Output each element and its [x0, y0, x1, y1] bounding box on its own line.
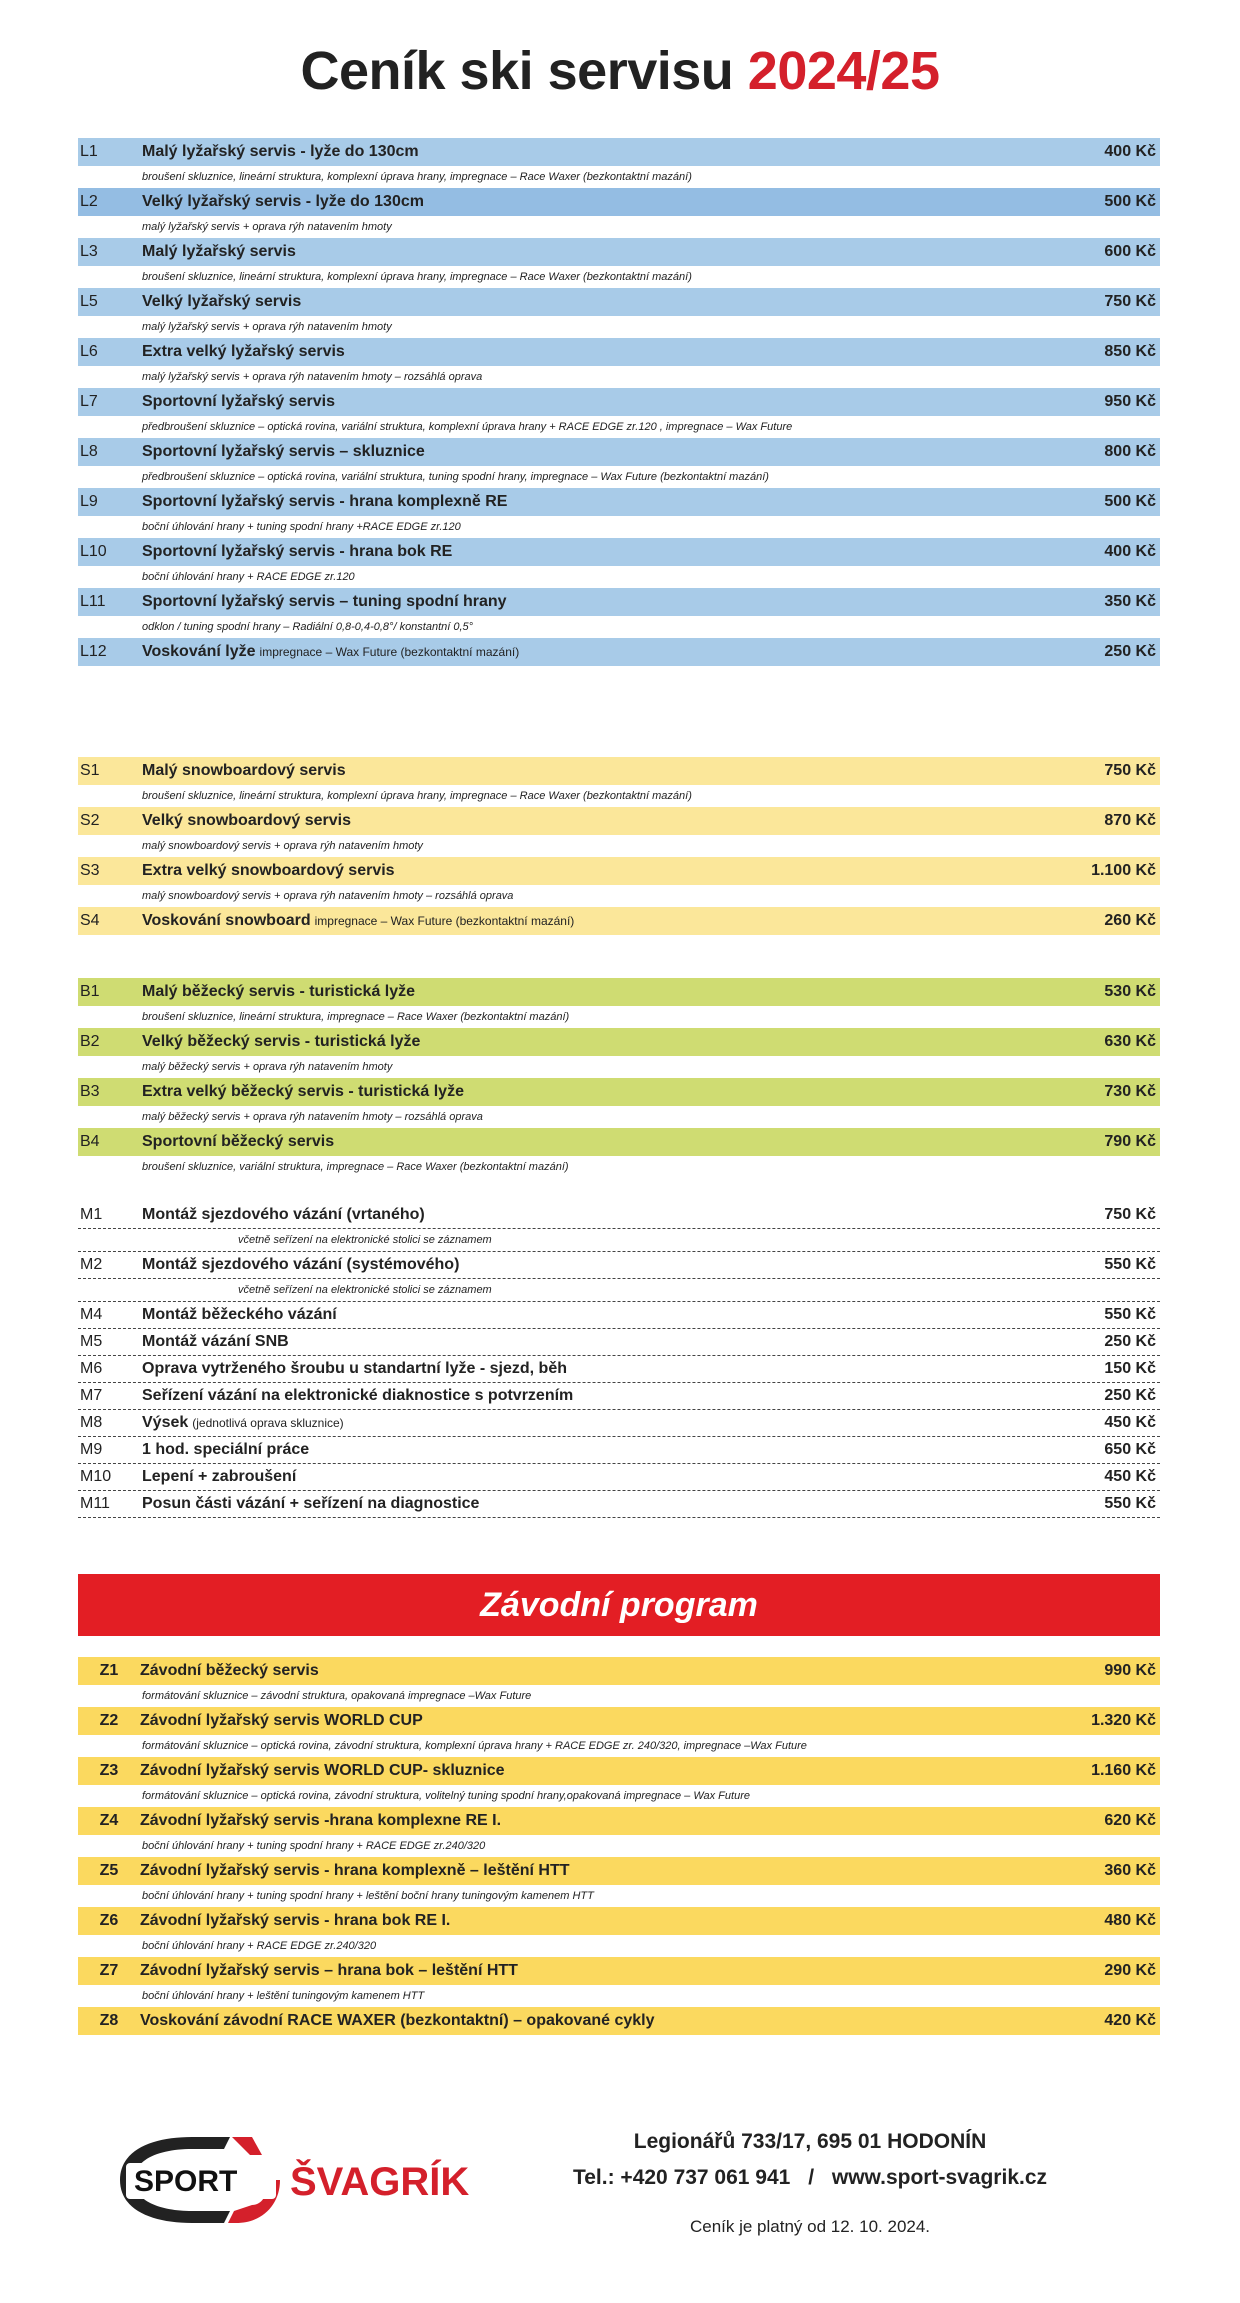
service-name	[142, 493, 1046, 511]
service-description: broušení skluznice, lineární struktura, komplexní úprava hrany, impregnace – Race Waxer (bezkontaktní mazání)	[142, 171, 692, 183]
phone: Tel.: +420 737 061 941	[572, 2166, 791, 2189]
service-description: boční úhlování hrany + leštění tuningovým kamenem HTT	[142, 1990, 425, 2002]
price-row	[78, 1857, 1160, 1885]
price-row	[78, 1807, 1160, 1835]
service-description: broušení skluznice, lineární struktura, komplexní úprava hrany, impregnace – Race Waxer (bezkontaktní mazání)	[142, 790, 692, 802]
service-code: M6	[80, 1360, 103, 1377]
price-row	[78, 1957, 1160, 1985]
service-description: boční úhlování hrany + tuning spodní hrany + leštění boční hrany tuningovým kamenem HTT	[142, 1890, 594, 1902]
title-year: 2024/25	[747, 41, 940, 101]
price-row	[78, 1491, 1160, 1518]
price-row	[78, 638, 1160, 666]
service-code: L11	[80, 593, 106, 610]
service-code: Z4	[99, 1812, 119, 1829]
service-name	[142, 543, 1046, 561]
service-description: malý běžecký servis + oprava rýh natavením hmoty	[142, 1061, 393, 1073]
page-title	[0, 40, 1240, 102]
service-code: Z8	[99, 2012, 119, 2029]
service-price: 290 Kč	[1104, 1962, 1156, 1979]
service-description: broušení skluznice, variální struktura, impregnace – Race Waxer (bezkontaktní mazání)	[142, 1161, 569, 1173]
service-name-text: Závodní lyžařský servis WORLD CUP- skluznice	[140, 1762, 505, 1779]
service-description: malý lyžařský servis + oprava rýh natavením hmoty – rozsáhlá oprava	[142, 371, 483, 383]
service-name-text: Malý snowboardový servis	[142, 762, 346, 779]
service-name	[140, 1912, 1046, 1930]
service-price: 1.100 Kč	[1091, 862, 1156, 879]
service-name-text: Malý lyžařský servis	[142, 243, 296, 260]
service-price: 870 Kč	[1104, 812, 1156, 829]
service-description: malý snowboardový servis + oprava rýh natavením hmoty – rozsáhlá oprava	[142, 890, 514, 902]
service-price: 550 Kč	[1104, 1306, 1156, 1323]
service-code: B2	[80, 1033, 100, 1050]
price-row	[78, 238, 1160, 266]
service-inline-note: (jednotlivá oprava skluznice)	[192, 1416, 344, 1430]
service-name-text: Závodní lyžařský servis - hrana bok RE I.	[140, 1912, 451, 1929]
service-description: broušení skluznice, lineární struktura, komplexní úprava hrany, impregnace – Race Waxer (bezkontaktní mazání)	[142, 271, 692, 283]
service-name-text: Extra velký snowboardový servis	[142, 862, 395, 879]
service-price: 360 Kč	[1104, 1862, 1156, 1879]
service-name-text: Sportovní lyžařský servis - hrana bok RE	[142, 543, 453, 560]
service-name	[142, 1206, 1046, 1224]
service-description: předbroušení skluznice – optická rovina, variální struktura, tuning spodní hrany, impregnace – Wax Future (bezkontaktní mazání)	[142, 471, 769, 483]
logo-svagrik-text: ŠVAGRÍK	[290, 2160, 470, 2204]
service-description: formátování skluznice – závodní struktura, opakovaná impregnace –Wax Future	[142, 1690, 532, 1702]
price-row	[78, 1078, 1160, 1106]
service-code: S1	[80, 762, 100, 779]
service-price: 950 Kč	[1104, 393, 1156, 410]
service-description: malý lyžařský servis + oprava rýh natavením hmoty	[142, 221, 392, 233]
price-row	[78, 1437, 1160, 1464]
service-name-text: Sportovní lyžařský servis	[142, 393, 335, 410]
service-code: L5	[80, 293, 98, 310]
service-name-text: Montáž sjezdového vázání (vrtaného)	[142, 1206, 425, 1223]
phone-web-line	[545, 2166, 1075, 2190]
service-description: odklon / tuning spodní hrany – Radiální 0,8-0,4-0,8°/ konstantní 0,5°	[142, 621, 474, 633]
price-row	[78, 138, 1160, 166]
service-name	[140, 1862, 1046, 1880]
service-name	[142, 862, 1046, 880]
service-name-text: Montáž sjezdového vázání (systémového)	[142, 1256, 460, 1273]
service-code: L8	[80, 443, 98, 460]
race-service-section	[78, 1657, 1160, 2035]
service-price: 1.320 Kč	[1091, 1712, 1156, 1729]
service-name-text: Extra velký lyžařský servis	[142, 343, 345, 360]
price-row	[78, 907, 1160, 935]
service-name-text: Montáž běžeckého vázání	[142, 1306, 337, 1323]
service-name	[142, 1033, 1046, 1051]
service-code: M7	[80, 1387, 103, 1404]
price-row	[78, 1128, 1160, 1156]
price-row	[78, 488, 1160, 516]
service-name	[142, 343, 1046, 361]
service-price: 750 Kč	[1104, 1206, 1156, 1223]
binding-service-section	[78, 1202, 1160, 1518]
service-price: 550 Kč	[1104, 1495, 1156, 1512]
logo-mark-icon	[112, 2125, 472, 2235]
service-name-text: Sportovní lyžařský servis - hrana komplexně RE	[142, 493, 508, 510]
service-code: L9	[80, 493, 98, 510]
service-code: M4	[80, 1306, 103, 1323]
service-name-text: Voskování snowboard	[142, 912, 311, 929]
price-row	[78, 538, 1160, 566]
service-name	[142, 762, 1046, 780]
service-price: 250 Kč	[1104, 643, 1156, 660]
service-price: 600 Kč	[1104, 243, 1156, 260]
service-name	[142, 812, 1046, 830]
service-name	[140, 2012, 1046, 2030]
service-code: Z2	[99, 1712, 119, 1729]
service-name	[140, 1712, 1046, 1730]
service-price: 450 Kč	[1104, 1468, 1156, 1485]
price-row	[78, 2007, 1160, 2035]
service-name-text: Velký běžecký servis - turistická lyže	[142, 1033, 421, 1050]
service-name-text: Voskování lyže	[142, 643, 256, 660]
service-name	[142, 1414, 1046, 1432]
service-price: 530 Kč	[1104, 983, 1156, 1000]
service-code: Z7	[99, 1962, 119, 1979]
service-name-text: Extra velký běžecký servis - turistická lyže	[142, 1083, 464, 1100]
service-name	[142, 1083, 1046, 1101]
service-description: boční úhlování hrany + tuning spodní hrany + RACE EDGE zr.240/320	[142, 1840, 486, 1852]
price-row	[78, 1410, 1160, 1437]
service-name-text: Voskování závodní RACE WAXER (bezkontaktní) – opakované cykly	[140, 2012, 655, 2029]
service-code: Z1	[99, 1662, 119, 1679]
service-name	[142, 143, 1046, 161]
service-code: L2	[80, 193, 98, 210]
service-price: 850 Kč	[1104, 343, 1156, 360]
service-description: broušení skluznice, lineární struktura, impregnace – Race Waxer (bezkontaktní mazání)	[142, 1011, 570, 1023]
price-row	[78, 1907, 1160, 1935]
service-name	[142, 243, 1046, 261]
service-name	[142, 1441, 1046, 1459]
website-link[interactable]: www.sport-svagrik.cz	[831, 2166, 1048, 2189]
service-code: S4	[80, 912, 100, 929]
service-name	[142, 193, 1046, 211]
separator: /	[808, 2166, 815, 2189]
price-row	[78, 438, 1160, 466]
service-name-text: Velký lyžařský servis	[142, 293, 302, 310]
service-description: boční úhlování hrany + tuning spodní hrany +RACE EDGE zr.120	[142, 521, 461, 533]
contact-block	[545, 2130, 1075, 2190]
service-price: 150 Kč	[1104, 1360, 1156, 1377]
title-main: Ceník ski servisu	[300, 41, 734, 101]
service-price: 250 Kč	[1104, 1333, 1156, 1350]
price-row	[78, 1329, 1160, 1356]
service-price: 790 Kč	[1104, 1133, 1156, 1150]
price-row	[78, 1707, 1160, 1735]
service-price: 500 Kč	[1104, 193, 1156, 210]
price-row	[78, 588, 1160, 616]
service-name-text: Seřízení vázání na elektronické diaknostice s potvrzením	[142, 1387, 574, 1404]
service-name-text: Sportovní běžecký servis	[142, 1133, 335, 1150]
race-program-banner: Závodní program	[78, 1574, 1160, 1636]
service-description: včetně seřízení na elektronické stolici se záznamem	[78, 1279, 1160, 1302]
service-description: předbroušení skluznice – optická rovina, variální struktura, komplexní úprava hrany + RACE EDGE zr.120 , impregnace – Wax Future	[142, 421, 793, 433]
service-name-text: Velký snowboardový servis	[142, 812, 351, 829]
cross-country-service-section	[78, 978, 1160, 1178]
service-code: M1	[80, 1206, 103, 1223]
service-description: boční úhlování hrany + RACE EDGE zr.120	[142, 571, 355, 583]
service-name	[140, 1662, 1046, 1680]
address: Legionářů 733/17, 695 01 HODONÍN	[633, 2130, 987, 2153]
price-row	[78, 857, 1160, 885]
service-price: 250 Kč	[1104, 1387, 1156, 1404]
service-price: 730 Kč	[1104, 1083, 1156, 1100]
service-name-text: Malý lyžařský servis - lyže do 130cm	[142, 143, 419, 160]
service-code: B1	[80, 983, 100, 1000]
service-price: 400 Kč	[1104, 543, 1156, 560]
price-row	[78, 807, 1160, 835]
service-code: B3	[80, 1083, 100, 1100]
service-price: 260 Kč	[1104, 912, 1156, 929]
service-name-text: Výsek	[142, 1414, 189, 1431]
service-name	[140, 1762, 1046, 1780]
service-description: včetně seřízení na elektronické stolici se záznamem	[78, 1229, 1160, 1252]
service-name	[142, 1495, 1046, 1513]
service-price: 650 Kč	[1104, 1441, 1156, 1458]
service-name-text: 1 hod. speciální práce	[142, 1441, 310, 1458]
service-price: 480 Kč	[1104, 1912, 1156, 1929]
service-name	[142, 643, 1046, 661]
service-name-text: Sportovní lyžařský servis – skluznice	[142, 443, 425, 460]
service-name	[142, 912, 1046, 930]
service-price: 800 Kč	[1104, 443, 1156, 460]
service-price: 630 Kč	[1104, 1033, 1156, 1050]
service-name	[142, 443, 1046, 461]
service-name-text: Montáž vázání SNB	[142, 1333, 289, 1350]
service-name-text: Závodní lyžařský servis -hrana komplexne RE I.	[140, 1812, 502, 1829]
service-code: L1	[80, 143, 98, 160]
price-row	[78, 1383, 1160, 1410]
service-code: L6	[80, 343, 98, 360]
price-row	[78, 757, 1160, 785]
price-row	[78, 1202, 1160, 1229]
service-code: B4	[80, 1133, 100, 1150]
service-name	[142, 1133, 1046, 1151]
service-code: Z6	[99, 1912, 119, 1929]
price-row	[78, 388, 1160, 416]
service-name	[142, 1387, 1046, 1405]
service-code: M11	[80, 1495, 110, 1512]
service-code: M5	[80, 1333, 103, 1350]
service-name-text: Závodní lyžařský servis WORLD CUP	[140, 1712, 423, 1729]
service-name-text: Oprava vytrženého šroubu u standartní lyže - sjezd, běh	[142, 1360, 567, 1377]
service-price: 550 Kč	[1104, 1256, 1156, 1273]
service-name	[142, 293, 1046, 311]
service-price: 450 Kč	[1104, 1414, 1156, 1431]
price-row	[78, 188, 1160, 216]
service-code: M9	[80, 1441, 103, 1458]
service-code: M8	[80, 1414, 103, 1431]
service-price: 500 Kč	[1104, 493, 1156, 510]
service-code: L7	[80, 393, 98, 410]
service-name-text: Závodní lyžařský servis – hrana bok – leštění HTT	[140, 1962, 518, 1979]
service-description: formátování skluznice – optická rovina, závodní struktura, komplexní úprava hrany + RACE EDGE zr. 240/320, impregnace –Wax Future	[142, 1740, 807, 1752]
service-name	[142, 1256, 1046, 1274]
service-name	[142, 1333, 1046, 1351]
service-price: 400 Kč	[1104, 143, 1156, 160]
service-name-text: Malý běžecký servis - turistická lyže	[142, 983, 416, 1000]
service-name	[142, 1468, 1046, 1486]
service-name	[142, 593, 1046, 611]
service-name-text: Závodní lyžařský servis - hrana komplexně – leštění HTT	[140, 1862, 570, 1879]
service-code: M10	[80, 1468, 112, 1485]
service-price: 990 Kč	[1104, 1662, 1156, 1679]
service-name-text: Závodní běžecký servis	[140, 1662, 319, 1679]
price-row	[78, 1757, 1160, 1785]
service-name-text: Sportovní lyžařský servis – tuning spodní hrany	[142, 593, 507, 610]
service-name	[142, 1306, 1046, 1324]
service-code: L10	[80, 543, 107, 560]
service-code: S3	[80, 862, 100, 879]
snowboard-service-section	[78, 757, 1160, 935]
price-row	[78, 1028, 1160, 1056]
service-price: 350 Kč	[1104, 593, 1156, 610]
service-description: malý lyžařský servis + oprava rýh natavením hmoty	[142, 321, 392, 333]
service-code: L3	[80, 243, 98, 260]
service-inline-note: impregnace – Wax Future (bezkontaktní mazání)	[259, 645, 520, 659]
sport-svagrik-logo	[112, 2125, 472, 2235]
logo-sport-text: SPORT	[134, 2165, 238, 2198]
service-code: L12	[80, 643, 107, 660]
service-price: 620 Kč	[1104, 1812, 1156, 1829]
service-price: 750 Kč	[1104, 762, 1156, 779]
service-name	[142, 983, 1046, 1001]
service-name-text: Lepení + zabroušení	[142, 1468, 297, 1485]
price-row	[78, 1464, 1160, 1491]
price-row	[78, 1657, 1160, 1685]
service-price: 420 Kč	[1104, 2012, 1156, 2029]
service-code: M2	[80, 1256, 103, 1273]
price-row	[78, 1302, 1160, 1329]
service-inline-note: impregnace – Wax Future (bezkontaktní mazání)	[314, 914, 575, 928]
service-name	[142, 1360, 1046, 1378]
service-name	[140, 1812, 1046, 1830]
service-name-text: Velký lyžařský servis - lyže do 130cm	[142, 193, 424, 210]
price-row	[78, 1356, 1160, 1383]
service-name	[140, 1962, 1046, 1980]
service-description: malý běžecký servis + oprava rýh natavením hmoty – rozsáhlá oprava	[142, 1111, 483, 1123]
service-price: 750 Kč	[1104, 293, 1156, 310]
validity-note: Ceník je platný od 12. 10. 2024.	[689, 2217, 931, 2236]
ski-service-section	[78, 138, 1160, 666]
service-name-text: Posun části vázání + seřízení na diagnostice	[142, 1495, 480, 1512]
service-price: 1.160 Kč	[1091, 1762, 1156, 1779]
service-description: boční úhlování hrany + RACE EDGE zr.240/320	[142, 1940, 377, 1952]
service-code: Z5	[99, 1862, 119, 1879]
price-row	[78, 1252, 1160, 1279]
price-row	[78, 338, 1160, 366]
price-row	[78, 978, 1160, 1006]
service-name	[142, 393, 1046, 411]
service-code: S2	[80, 812, 100, 829]
service-description: malý snowboardový servis + oprava rýh natavením hmoty	[142, 840, 423, 852]
service-description: formátování skluznice – optická rovina, závodní struktura, volitelný tuning spodní hrany,opakovaná impregnace – Wax Future	[142, 1790, 750, 1802]
price-row	[78, 288, 1160, 316]
service-code: Z3	[99, 1762, 119, 1779]
